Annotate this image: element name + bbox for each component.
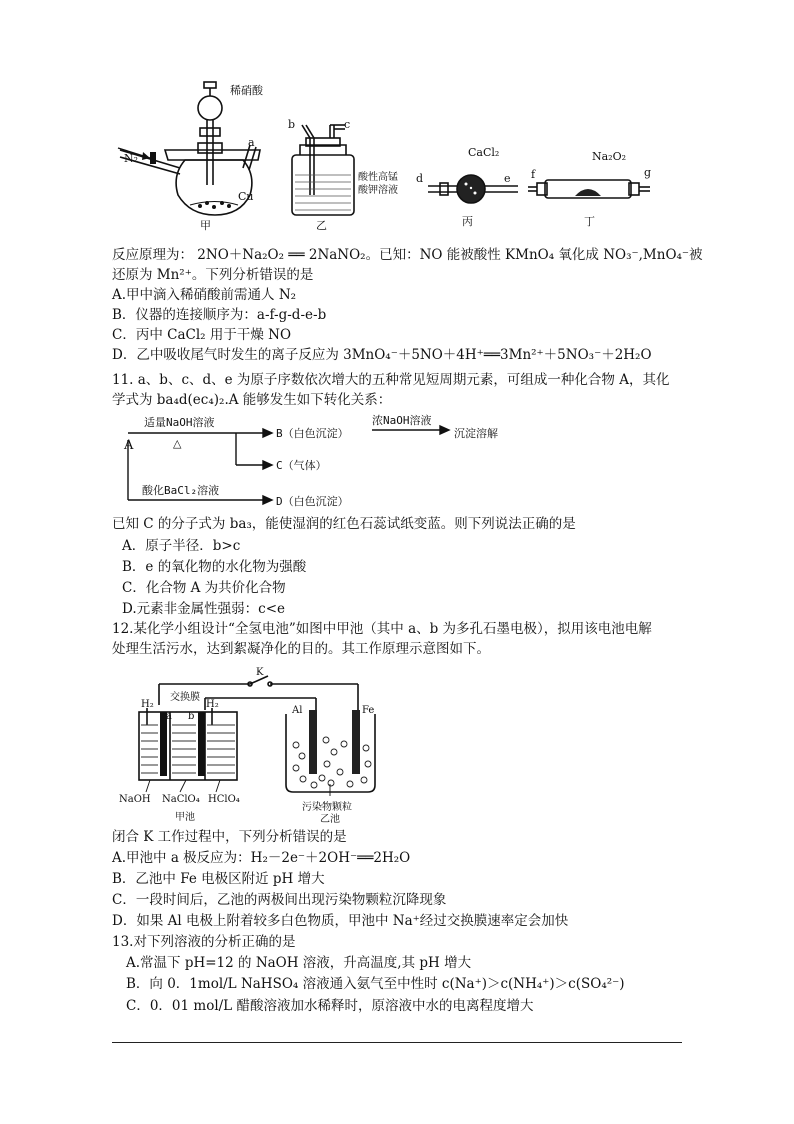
label-electrode-b: b xyxy=(188,711,195,722)
q13-option-a: A.常温下 pH=12 的 NaOH 溶液，升高温度,其 pH 增大 xyxy=(126,955,472,971)
scheme-c: C（气体） xyxy=(276,459,327,472)
label-al: Al xyxy=(292,705,303,716)
label-bing: 丙 xyxy=(462,215,473,228)
q13-option-c: C．0．01 mol/L 醋酸溶液加水稀释时，原溶液中水的电离程度增大 xyxy=(126,998,534,1014)
q11-line2: 学式为 ba₄d(ec₄)₂.A 能够发生如下转化关系： xyxy=(112,392,392,408)
label-jia-pool: 甲池 xyxy=(175,812,195,823)
label-ding: 丁 xyxy=(584,215,595,228)
label-naclo4: NaClO₄ xyxy=(162,794,200,805)
label-kmno4-line1: 酸性高锰 xyxy=(358,172,398,183)
label-port-b: b xyxy=(288,118,296,131)
scheme-reagent2: 浓NaOH溶液 xyxy=(372,414,432,427)
label-port-g: g xyxy=(644,166,652,179)
q12-line3: 闭合 K 工作过程中，下列分析错误的是 xyxy=(112,829,347,845)
label-hclo4: HClO₄ xyxy=(208,794,240,805)
footer-rule xyxy=(112,1042,682,1043)
q11-line3: 已知 C 的分子式为 ba₃，能使湿润的红色石蕊试纸变蓝。则下列说法正确的是 xyxy=(112,516,576,532)
label-n2: N₂ xyxy=(124,152,139,165)
q11-option-c: C．化合物 A 为共价化合物 xyxy=(122,580,286,596)
q13-line1: 13.对下列溶液的分析正确的是 xyxy=(112,934,296,950)
q11-option-a: A．原子半径．b>c xyxy=(122,538,241,554)
q13-option-b: B．向 0．1mol/L NaHSO₄ 溶液通入氨气至中性时 c(Na⁺)＞c(NH₄⁺)＞c(SO₄²⁻) xyxy=(126,976,625,992)
label-jia: 甲 xyxy=(200,219,211,232)
label-port-c: c xyxy=(344,118,351,131)
label-port-e: e xyxy=(504,172,511,185)
q12-option-a: A.甲池中 a 极反应为：H₂－2e⁻＋2OH⁻══2H₂O xyxy=(112,850,411,866)
q12-option-d: D．如果 Al 电极上附着较多白色物质，甲池中 Na⁺经过交换膜速率定会加快 xyxy=(112,913,569,929)
q10-line1: 反应原理为： 2NO＋Na₂O₂ ══ 2NaNO₂。已知：NO 能被酸性 KMnO₄ 氧化成 NO₃⁻,MnO₄⁻被 xyxy=(112,247,703,263)
scheme-b: B（白色沉淀） xyxy=(276,427,349,440)
label-electrode-a: a xyxy=(166,711,172,722)
label-fe: Fe xyxy=(362,705,375,716)
scheme-b-result: 沉淀溶解 xyxy=(454,427,498,440)
q10-option-b: B．仪器的连接顺序为：a-f-g-d-e-b xyxy=(112,307,327,323)
q10-option-a: A.甲中滴入稀硝酸前需通人 N₂ xyxy=(112,287,297,303)
label-yi: 乙 xyxy=(316,219,327,232)
label-cacl2: CaCl₂ xyxy=(468,146,500,159)
q12-option-c: C．一段时间后，乙池的两极间出现污染物颗粒沉降现象 xyxy=(112,892,447,908)
label-port-a: a xyxy=(248,136,255,149)
scheme-reagent1: 适量NaOH溶液 xyxy=(144,416,215,429)
q11-line1: 11. a、b、c、d、e 为原子序数依次增大的五种常见短周期元素，可组成一种化合物 A，其化 xyxy=(112,372,670,388)
q12-line1: 12.某化学小组设计“全氢电池”如图中甲池（其中 a、b 为多孔石墨电极），拟用该电池电解 xyxy=(112,621,652,637)
q11-option-b: B．e 的氧化物的水化物为强酸 xyxy=(122,559,307,575)
label-pollutant: 污染物颗粒 xyxy=(302,802,352,813)
label-h2-right: H₂ xyxy=(206,699,219,710)
q10-option-d: D．乙中吸收尾气时发生的离子反应为 3MnO₄⁻＋5NO＋4H⁺══3Mn²⁺＋5NO₃⁻＋2H₂O xyxy=(112,347,652,363)
label-cu: Cu xyxy=(238,190,254,203)
label-na2o2: Na₂O₂ xyxy=(592,150,627,163)
label-exchange-membrane: 交换膜 xyxy=(170,692,200,703)
scheme-a: A xyxy=(124,438,134,453)
label-h2-left: H₂ xyxy=(141,699,154,710)
label-yi-pool: 乙池 xyxy=(320,814,340,825)
scheme-heat: △ xyxy=(173,437,182,450)
scheme-reagent3: 酸化BaCl₂溶液 xyxy=(142,484,220,497)
q12-line2: 处理生活污水，达到絮凝净化的目的。其工作原理示意图如下。 xyxy=(112,641,490,657)
q11-option-d: D.元素非金属性强弱：c<e xyxy=(122,601,285,617)
label-dilute-nitric-acid: 稀硝酸 xyxy=(230,84,263,97)
q10-line2: 还原为 Mn²⁺。下列分析错误的是 xyxy=(112,267,314,283)
label-port-d: d xyxy=(416,172,424,185)
q10-option-c: C．丙中 CaCl₂ 用于干燥 NO xyxy=(112,327,292,343)
label-port-f: f xyxy=(531,168,536,181)
label-kmno4-line2: 酸钾溶液 xyxy=(358,185,398,196)
label-naoh: NaOH xyxy=(119,794,151,805)
scheme-d: D（白色沉淀） xyxy=(276,495,349,508)
label-switch-k: K xyxy=(256,667,264,678)
q12-option-b: B．乙池中 Fe 电极区附近 pH 增大 xyxy=(112,871,325,887)
